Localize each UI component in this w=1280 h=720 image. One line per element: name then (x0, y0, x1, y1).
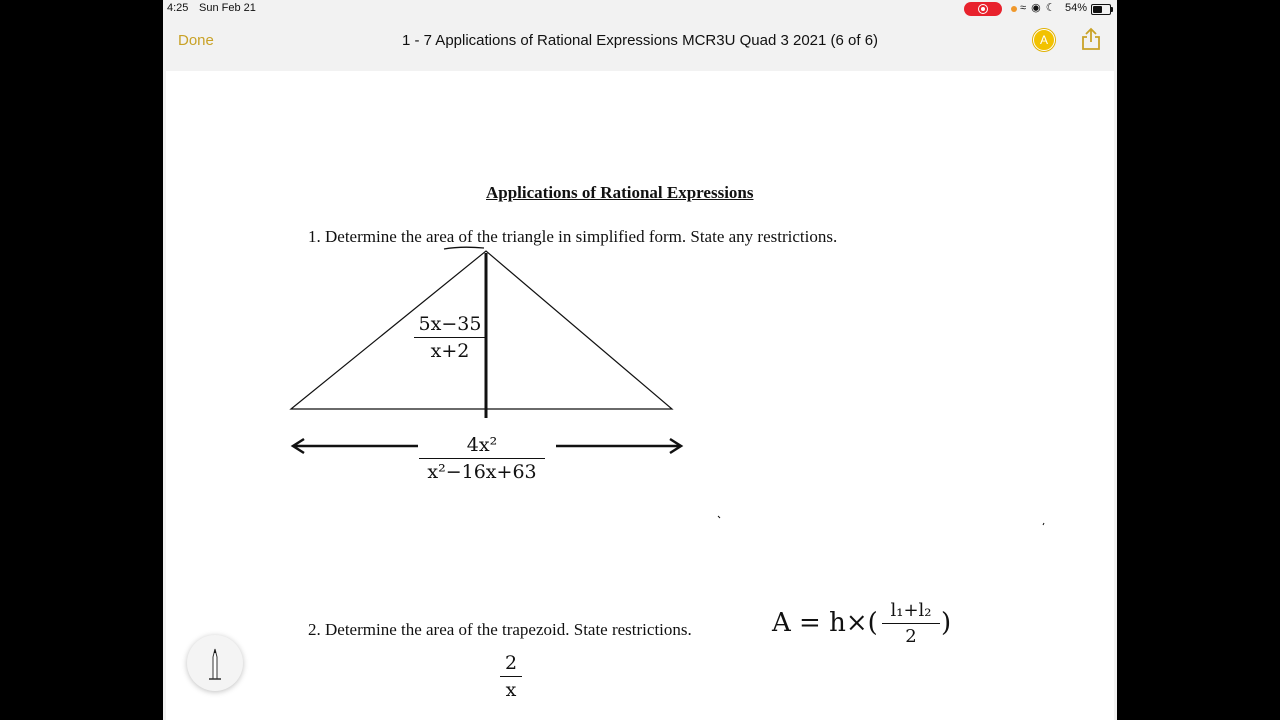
height-expression (414, 313, 486, 362)
document-title: 1 - 7 Applications of Rational Expressions MCR3U Quad 3 2021 (6 of 6) (401, 32, 879, 49)
formula-close: ) (941, 608, 952, 638)
status-date: Sun Feb 21 (199, 2, 256, 14)
trapezoid-side (500, 652, 522, 701)
formula-fraction (882, 600, 940, 647)
markup-icon[interactable]: A (1033, 29, 1055, 51)
area-underline (444, 247, 484, 249)
battery-icon (1091, 4, 1111, 15)
formula-denominator: 2 (905, 626, 917, 647)
base-expression (419, 434, 545, 483)
record-icon[interactable] (964, 2, 1002, 16)
toolbar (163, 18, 1117, 64)
battery-percent: 54% (1065, 2, 1088, 14)
base-numerator: 4x² (466, 434, 498, 456)
formula-lhs: A = h×( (772, 608, 878, 638)
wifi-icon: ≈ ◉ ☾ (1020, 2, 1057, 14)
base-denominator: x²−16x+63 (427, 461, 537, 483)
question-2: 2. Determine the area of the trapezoid. State restrictions. (308, 620, 692, 639)
share-icon[interactable] (1081, 27, 1101, 51)
pencil-icon[interactable] (187, 635, 243, 691)
trapezoid-formula (772, 608, 878, 638)
done-button[interactable]: Done (178, 32, 214, 49)
status-time: 4:25 (167, 2, 189, 14)
page-heading: Applications of Rational Expressions (486, 183, 754, 202)
document-page (166, 71, 1114, 720)
mic-indicator (1011, 6, 1017, 12)
side-denominator: x (505, 679, 517, 701)
status-bar (163, 0, 1117, 18)
ipad-screen (163, 0, 1117, 720)
side-numerator: 2 (504, 652, 518, 674)
height-numerator: 5x−35 (418, 313, 482, 335)
formula-numerator: l₁+l₂ (890, 600, 932, 621)
height-denominator: x+2 (430, 340, 470, 362)
stray-mark (718, 516, 1044, 525)
question-1: 1. Determine the area of the triangle in simplified form. State any restrictions. (308, 227, 838, 246)
